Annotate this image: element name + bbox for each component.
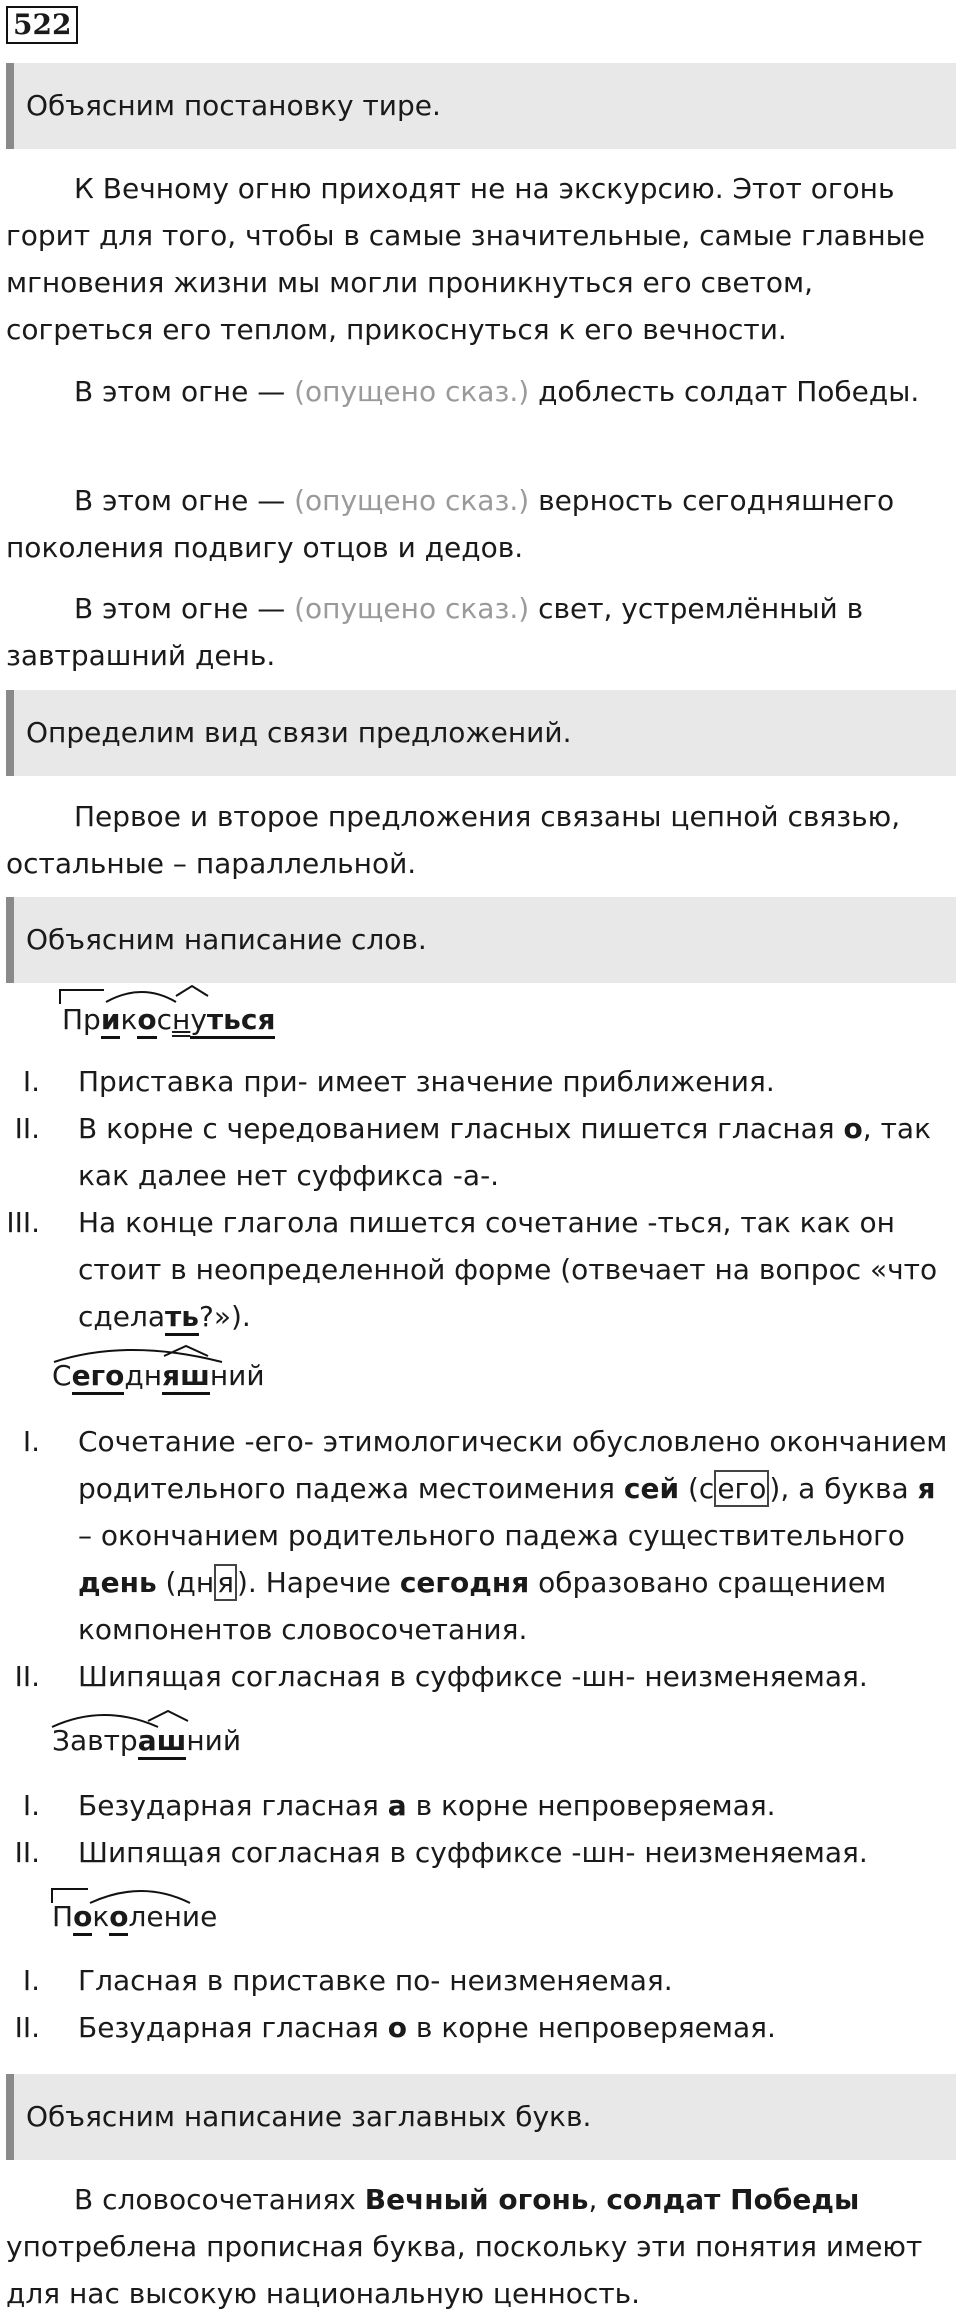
exercise-number: 522 bbox=[6, 6, 78, 44]
section-header-capitals: Объясним написание заглавных букв. bbox=[6, 2074, 956, 2160]
paragraph-sentence-4: В этом огне — (опущено сказ.) свет, устремлённый в завтрашний день. bbox=[6, 592, 864, 672]
omitted-predicate: (опущено сказ.) bbox=[294, 592, 530, 625]
paragraph-sentence-2: В этом огне — (опущено сказ.) доблесть солдат Победы. bbox=[74, 375, 920, 408]
list-item: I. Сочетание -его- этимологически обусловлено окончанием родительного падежа местоимения сей (с его ), а буква я – окончанием родительного падежа существительного день (дн я ). Наречие сегодня образовано сращением компонентов словосочетания. bbox=[22, 1425, 948, 1646]
section-header-spelling: Объясним написание слов. bbox=[6, 897, 956, 983]
word-zavtrashniy: Завтрашний bbox=[52, 1721, 241, 1761]
paragraph-connection: Первое и второе предложения связаны цепной связью, остальные – параллельной. bbox=[6, 800, 901, 880]
omitted-predicate: (опущено сказ.) bbox=[294, 375, 530, 408]
section-header-dash: Объясним постановку тире. bbox=[6, 63, 956, 149]
list-item: II. В корне с чередованием гласных пишется гласная о, так как далее нет суффикса -а-. bbox=[14, 1112, 931, 1192]
omitted-predicate: (опущено сказ.) bbox=[294, 484, 530, 517]
word-prikosnutsya: Прикоснуться bbox=[62, 1000, 275, 1040]
word-segodnyashniy: Сегодняшний bbox=[52, 1356, 265, 1396]
list-item: III. На конце глагола пишется сочетание -ться, так как он стоит в неопределенной форме (отвечает на вопрос «что сделать?»). bbox=[6, 1199, 951, 1340]
paragraph-sentence-3: В этом огне — (опущено сказ.) верность сегодняшнего поколения подвигу отцов и дедов. bbox=[6, 484, 895, 564]
paragraph-text: К Вечному огню приходят не на экскурсию. Этот огонь горит для того, чтобы в самые значительные, самые главные мгновения жизни мы могли проникнуться его светом, согреться его теплом, прикоснуться к его вечности. bbox=[6, 172, 925, 346]
section-header-connection: Определим вид связи предложений. bbox=[6, 690, 956, 776]
paragraph-capitals: В словосочетаниях Вечный огонь, солдат Победы употреблена прописная буква, поскольку эти понятия имеют для нас высокую национальную ценность. bbox=[6, 2183, 923, 2310]
word-pokolenie: Поколение bbox=[52, 1897, 217, 1937]
